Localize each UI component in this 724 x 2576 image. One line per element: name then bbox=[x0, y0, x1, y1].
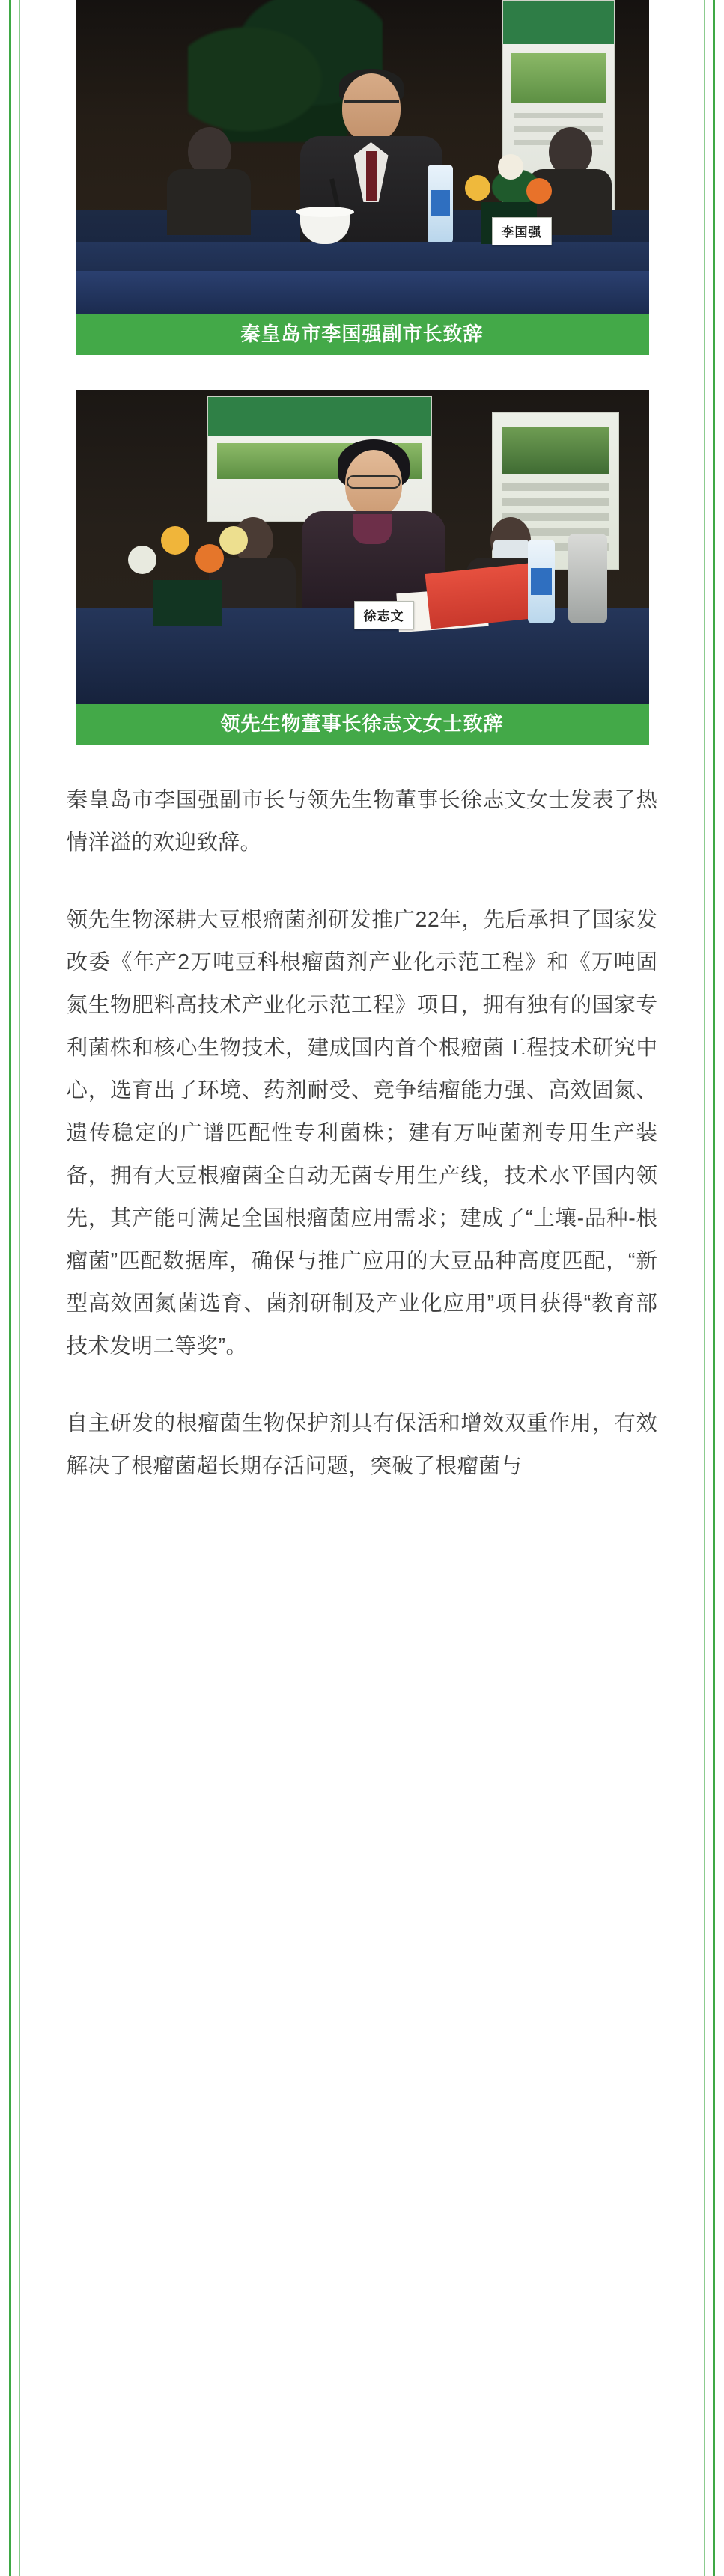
speaker-figure bbox=[300, 442, 447, 616]
left-outer-rule bbox=[9, 0, 11, 2576]
poster-text-line bbox=[502, 483, 609, 491]
right-outer-rule bbox=[713, 0, 715, 2576]
flower-bloom bbox=[526, 178, 552, 204]
photo-li-guoqiang bbox=[76, 0, 649, 314]
flower-vase bbox=[153, 580, 222, 626]
water-bottle bbox=[528, 540, 555, 623]
speaker-nameplate: 李国强 bbox=[492, 217, 552, 245]
article-body bbox=[67, 779, 658, 1488]
banner-text-line bbox=[514, 113, 603, 118]
flower-arrangement bbox=[115, 507, 264, 626]
speaker-tie bbox=[366, 151, 377, 201]
left-inner-rule bbox=[19, 0, 20, 2576]
flower-bloom bbox=[219, 526, 248, 555]
figure-caption: 领先生物董事长徐志文女士致辞 bbox=[76, 704, 649, 745]
attendee-body bbox=[167, 169, 251, 235]
speaker-scarf bbox=[353, 514, 392, 544]
figure-block bbox=[76, 390, 649, 745]
flower-bloom bbox=[161, 526, 189, 555]
flower-bloom bbox=[128, 546, 156, 574]
banner-image bbox=[511, 53, 606, 103]
paragraph: 领先生物深耕大豆根瘤菌剂研发推广22年，先后承担了国家发改委《年产2万吨豆科根瘤菌剂产业化示范工程》和《万吨固氮生物肥料高技术产业化示范工程》项目，拥有独有的国家专利菌株和核心生物技术，建成国内首个根瘤菌工程技术研究中心，选育出了环境、药剂耐受、竞争结瘤能力强、高效固氮、遗传稳定的广谱匹配性专利菌株；建有万吨菌剂专用生产装备，拥有大豆根瘤菌全自动无菌专用生产线，技术水平国内领先，其产能可满足全国根瘤菌应用需求；建成了“土壤‑品种‑根瘤菌”匹配数据库，确保与推广应用的大豆品种高度匹配，“新型高效固氮菌选育、菌剂研制及产业化应用”项目获得“教育部技术发明二等奖”。 bbox=[66, 908, 658, 1359]
figure-block bbox=[76, 0, 649, 355]
poster-text-line bbox=[502, 498, 609, 506]
face-mask bbox=[493, 540, 529, 559]
right-inner-rule bbox=[704, 0, 705, 2576]
paragraph: 自主研发的根瘤菌生物保护剂具有保活和增效双重作用，有效解决了根瘤菌超长期存活问题，突破了根瘤菌与 bbox=[66, 1411, 658, 1479]
photo-xu-zhiwen bbox=[76, 390, 649, 704]
poster-image bbox=[502, 427, 609, 474]
table-cloth bbox=[76, 271, 649, 314]
flower-bloom bbox=[498, 154, 523, 180]
flower-bloom bbox=[195, 544, 224, 573]
thermos-cup bbox=[568, 534, 607, 623]
paragraph: 秦皇岛市李国强副市长与领先生物董事长徐志文女士发表了热情洋溢的欢迎致辞。 bbox=[66, 788, 658, 855]
flower-bloom bbox=[465, 175, 490, 201]
speaker-nameplate: 徐志文 bbox=[354, 601, 414, 629]
figure-caption: 秦皇岛市李国强副市长致辞 bbox=[76, 314, 649, 355]
speaker-glasses bbox=[344, 100, 399, 112]
banner-header bbox=[208, 397, 431, 436]
speaker-glasses bbox=[347, 475, 401, 489]
attendee-left bbox=[164, 127, 254, 225]
red-folder bbox=[425, 562, 542, 629]
article-content bbox=[42, 0, 682, 1518]
banner-header bbox=[503, 1, 614, 44]
